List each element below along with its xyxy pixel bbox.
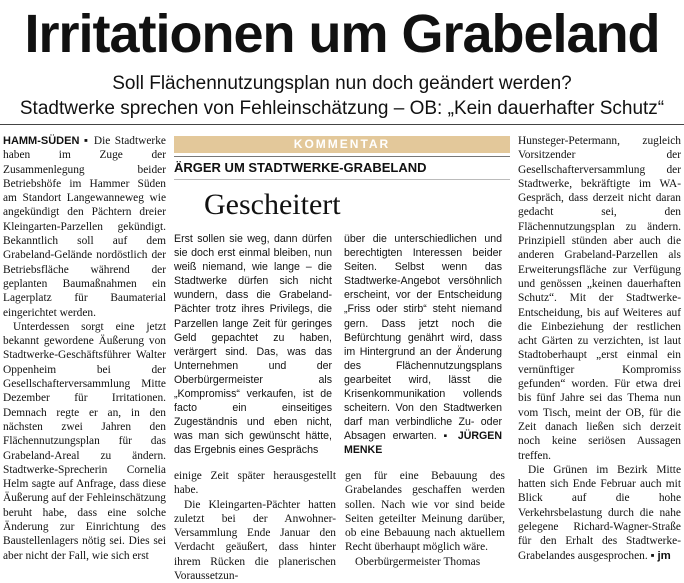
kommentar-divider-thin (174, 179, 510, 180)
header-rule (0, 124, 684, 125)
kommentar-label: KOMMENTAR (174, 136, 510, 153)
subheadline-1: Soll Flächennutzungsplan nun doch geändert werden? (112, 73, 572, 94)
article-paragraph: Hunsteger-Petermann, zugleich Vorsitzender der Gesellschafterversammlung der Stadtwerke, bekräftigte im WA-Gespräch, dass derzeit nicht daran gedacht sei, den Flächennutzungsplan zu ändern. Prinzipiell stünden aber auch die anderen Grabeland-Parzellen als Erweiterungsfläche zur Verfügung und genössen „keinen dauerhaften Schutz“. Mit der Stadtwerke-Entscheidung, bis auf Weiteres auf die Einbeziehung der restlichen acht Gärten zu verzichten, ist laut Stadtoberhaupt „erst einmal ein vernünftiger Kompromiss gefunden“ worden. Für etwa drei bis fünf Jahre sei das Thema nun vom Tisch, meint der OB, für die Zeit danach ließen sich derzeit noch keine seriösen Aussagen treffen. (518, 135, 681, 462)
article-column-4 (518, 134, 681, 563)
kommentar-topic: ÄRGER UM STADTWERKE-GRABELAND (174, 160, 427, 175)
article-paragraph: Unterdessen sorgt eine jetzt bekannt gewordene Äußerung von Stadtwerke-Geschäftsführer Walter Oppenheim bei der Gesellschafterversammlung Mitte Dezember für Irritationen. Demnach regte er an, in den nächsten zwei Jahren den Flächennutzungsplan für das Grabeland-Areal zu ändern. Stadtwerke-Sprecherin Cornelia Helm sagte auf Anfrage, dass diese Äußerung auf der Fehleinschätzung beruht habe, dass eine solche Änderung zur Einrichtung des Baustellenlagers nötig sei. Dies sei aber nicht der Fall, wie sich erst (3, 320, 166, 562)
kommentar-text: Erst sollen sie weg, dann dürfen sie doch erst einmal bleiben, nun weiß niemand, wie lange – die Stadtwerke dürfen sich nicht wundern, dass die Grabeland-Pächter trotz ihres Privilegs, die Parzellen lange Zeit für geringes Geld gepachtet zu haben, verärgert sind. Das, was das Unternehmen und der Oberbürgermeister als „Kompromiss“ verkaufen, ist de facto ein einseitiges Zugeständnis und eben nicht, was man sich gewünscht hätte, das Ergebnis eines Gesprächs (174, 233, 332, 457)
article-paragraph (3, 134, 166, 320)
article-paragraph-last (518, 463, 681, 563)
kommentar-author: JÜRGEN MENKE (344, 430, 502, 457)
article-column-3 (345, 469, 505, 569)
article-paragraph: einige Zeit später herausgestellt habe. (174, 470, 336, 497)
end-marker: ▪ (650, 549, 655, 562)
article-text: Die Stadtwerke haben im Zuge der Zusammenlegung beider Betriebshöfe im Hammer Süden am Standort Langewanneweg wie angekündigt den Pächtern dreier Kleingarten-Parzellen gekündigt. Bekanntlich soll auf dem Grabeland-Gelände nordöstlich der Betriebsfläche während der geplanten Baumaßnahmen ein Lagerplatz für Baumaterial eingerichtet werden. (3, 135, 166, 319)
kommentar-text-right (344, 232, 502, 458)
kommentar-divider (174, 156, 510, 157)
article-column-2 (174, 469, 336, 583)
article-paragraph: gen für eine Bebauung des Grabelandes geschaffen werden sollen. Nach wie vor sind beide Seiten geteilter Meinung darüber, ob eine Bebauung nach aktuellem Recht überhaupt möglich wäre. (345, 470, 505, 554)
article-paragraph: Oberbürgermeister Thomas (355, 555, 481, 568)
kommentar-title: Gescheitert (204, 188, 341, 221)
dateline: HAMM-SÜDEN (3, 135, 80, 147)
kommentar-column-right (344, 232, 502, 458)
kommentar-column-left (174, 232, 332, 458)
article-paragraph: Die Kleingarten-Pächter hatten zuletzt bei der Anwohner-Versammlung Ende Januar den Verdacht geäußert, dass hinter ihrem Rücken die planerischen Voraussetzun- (174, 498, 336, 583)
headline: Irritationen um Grabeland (24, 4, 660, 64)
dateline-marker: ▪ (83, 135, 90, 147)
article-text: Die Grünen im Bezirk Mitte hatten sich Ende Februar auch mit Blick auf die hohe Verkehrsbelastung durch die nahe gelegene Richard-Wagner-Straße für den Erhalt des Stadtwerke-Grabelandes ausgesprochen. (518, 463, 681, 562)
article-column-1 (3, 134, 166, 563)
kommentar-text: über die unterschiedlichen und berechtigten Interessen beider Seiten. Selbst wenn das Stadtwerke-Angebot versöhnlich erscheint, vor der Entscheidung „Friss oder stirb“ steht niemand gern. Dass jetzt noch die Befürchtung genährt wird, dass im Hintergrund an der Änderung des Flächennutzungsplans gearbeitet wird, lässt die Krisenkommunikation vollends scheitern. Von den Stadtwerken darf man verbindliche Zu- oder Absagen erwarten. (344, 233, 502, 443)
author-marker: ▪ (443, 430, 452, 443)
subheadline-2: Stadtwerke sprechen von Fehleinschätzung – OB: „Kein dauerhafter Schutz“ (19, 98, 665, 119)
article-author: jm (657, 549, 671, 562)
